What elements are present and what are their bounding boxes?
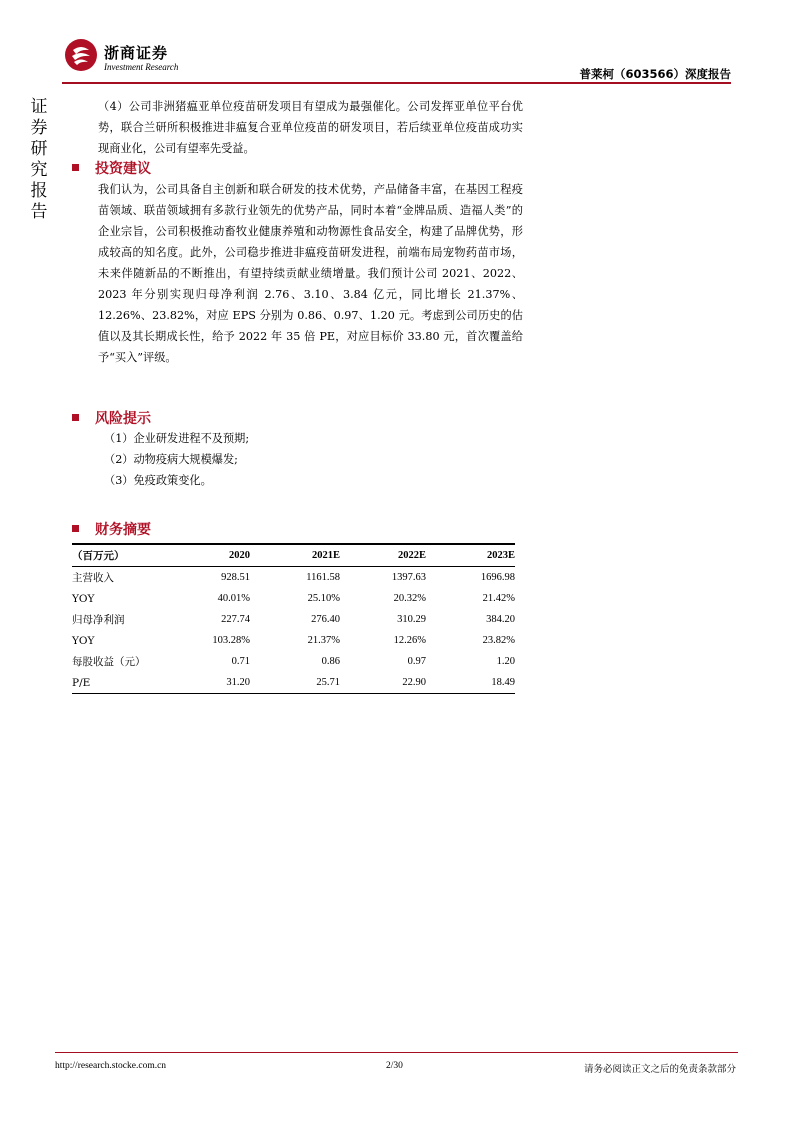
- table-cell: 0.86: [321, 656, 340, 667]
- row-label: 归母净利润: [72, 614, 125, 626]
- table-cell: 227.74: [221, 614, 250, 625]
- logo-text-cn: 浙商证券: [104, 44, 169, 62]
- table-cell: 31.20: [226, 677, 250, 688]
- row-label: P/E: [72, 676, 91, 689]
- table-cell: 23.82%: [482, 635, 515, 646]
- table-cell: 25.71: [316, 677, 340, 688]
- finance-summary-table: [72, 543, 515, 694]
- page-number: 2/30: [386, 1061, 403, 1071]
- table-cell: 1696.98: [480, 572, 515, 583]
- column-header: 2021E: [311, 550, 340, 561]
- row-label: 主营收入: [72, 572, 114, 584]
- side-label-char: 究: [30, 160, 48, 180]
- side-label-char: 报: [30, 181, 48, 201]
- table-cell: 22.90: [402, 677, 426, 688]
- table-cell: 12.26%: [393, 635, 426, 646]
- investment-section-heading: [72, 158, 151, 178]
- table-row: [72, 588, 515, 609]
- table-cell: 25.10%: [307, 593, 340, 604]
- risk-item: （1）企业研发进程不及预期;: [104, 432, 250, 445]
- column-header: 2020: [229, 550, 250, 561]
- table-cell: 20.32%: [393, 593, 426, 604]
- column-header: 2023E: [486, 550, 515, 561]
- table-cell: 21.37%: [307, 635, 340, 646]
- table-cell: 1397.63: [391, 572, 426, 583]
- logo-text-en: Investment Research: [104, 62, 179, 72]
- table-cell: 928.51: [221, 572, 250, 583]
- table-row: [72, 630, 515, 651]
- bullet-square-icon: [72, 414, 79, 421]
- table-cell: 21.42%: [482, 593, 515, 604]
- table-row: [72, 651, 515, 672]
- footer-divider: [55, 1052, 738, 1053]
- risk-item: （2）动物疫病大规模爆发;: [104, 453, 238, 466]
- table-row: [72, 609, 515, 630]
- row-label: 每股收益（元）: [72, 656, 146, 668]
- table-cell: 276.40: [311, 614, 340, 625]
- table-header-row: [72, 544, 515, 567]
- column-header: 2022E: [397, 550, 426, 561]
- table-cell: 1.20: [496, 656, 515, 667]
- footer-website-link[interactable]: http://research.stocke.com.cn: [55, 1061, 167, 1071]
- report-title: 普莱柯（603566）深度报告: [579, 67, 731, 81]
- table-cell: 0.97: [407, 656, 426, 667]
- risk-section-heading: [72, 408, 151, 428]
- risk-heading-text: 风险提示: [95, 411, 151, 427]
- side-label-char: 研: [30, 139, 48, 159]
- table-cell: 18.49: [491, 677, 515, 688]
- bullet-square-icon: [72, 525, 79, 532]
- finance-heading-text: 财务摘要: [95, 522, 151, 538]
- table-cell: 310.29: [397, 614, 426, 625]
- table-row: [72, 672, 515, 694]
- finance-section-heading: [72, 519, 151, 539]
- risk-item: （3）免疫政策变化。: [104, 474, 212, 487]
- bullet-square-icon: [72, 164, 79, 171]
- side-label-char: 证: [30, 97, 48, 117]
- table-cell: 0.71: [231, 656, 250, 667]
- side-label-char: 告: [30, 202, 48, 222]
- table-cell: 384.20: [486, 614, 515, 625]
- column-header: （百万元）: [72, 550, 125, 562]
- company-logo: [62, 38, 182, 74]
- investment-heading-text: 投资建议: [95, 161, 151, 177]
- investment-paragraph: 我们认为，公司具备自主创新和联合研发的技术优势，产品储备丰富，在基因工程疫苗领域、联苗领域拥有多款行业领先的优势产品，同时本着“金牌品质、造福人类”的企业宗旨，公司积极推动畜牧业健康养殖和动物源性食品安全，构建了品牌优势，形成较高的知名度。此外，公司稳步推进非瘟疫苗研发进程，前端布局宠物药苗市场，未来伴随新品的不断推出，有望持续贡献业绩增量。我们预计公司 2021、2022、2023 年分别实现归母净利润 2.76、3.10、3.84 亿元，同比增长 21.37%、12.26%、23.82%，对应 EPS 分别为 0.86、0.97、1.20 元。考虑到公司历史的估值以及其长期成长性，给予 2022 年 35 倍 PE，对应目标价 33.80 元，首次覆盖给予“买入”评级。: [98, 183, 523, 364]
- side-label: [30, 97, 48, 223]
- intro-paragraph: （4）公司非洲猪瘟亚单位疫苗研发项目有望成为最强催化。公司发挥亚单位平台优势，联合兰研所积极推进非瘟复合亚单位疫苗的研发项目，若后续亚单位疫苗成功实现商业化，公司有望率先受益。: [98, 100, 523, 155]
- row-label: YOY: [72, 634, 95, 647]
- table-cell: 103.28%: [212, 635, 250, 646]
- table-row: [72, 567, 515, 589]
- table-cell: 40.01%: [217, 593, 250, 604]
- row-label: YOY: [72, 592, 95, 605]
- disclaimer-note: 请务必阅读正文之后的免责条款部分: [583, 1064, 736, 1075]
- header-divider: [62, 82, 731, 84]
- table-cell: 1161.58: [306, 572, 340, 583]
- logo-mark-icon: [64, 38, 98, 72]
- side-label-char: 券: [30, 118, 48, 138]
